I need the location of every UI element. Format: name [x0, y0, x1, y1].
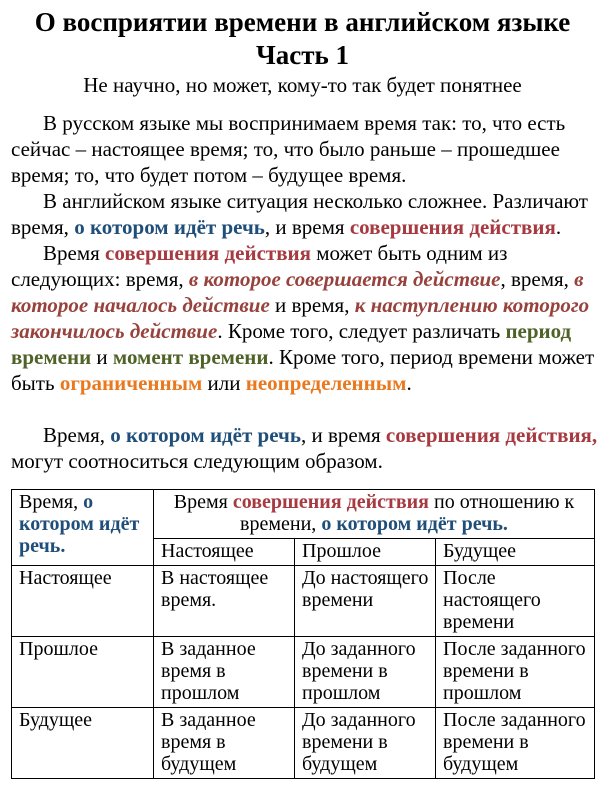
paragraph — [11, 110, 594, 188]
text-run: . — [406, 371, 412, 395]
paragraph-line — [11, 110, 594, 136]
text-run: . — [555, 215, 562, 239]
row-label: Настоящее — [12, 566, 154, 637]
text-run: могут соотноситься следующим образом. — [11, 449, 383, 473]
paragraph-line — [11, 240, 594, 266]
highlighted-text-run: совершения действия — [232, 491, 429, 513]
paragraph — [11, 422, 598, 474]
paragraph-line — [11, 266, 594, 292]
time-relation-table — [11, 489, 595, 779]
paragraph-line — [11, 370, 594, 396]
table-cell: До заданного времени в будущем — [295, 708, 436, 779]
text-run: время; то, что будет потом – будущее время. — [11, 163, 407, 187]
text-run: Время, — [19, 491, 84, 513]
highlighted-text-run: совершения действия — [105, 241, 312, 265]
text-run: сейчас – настоящее время; то, что было раньше – прошедшее — [11, 137, 560, 161]
highlighted-text-run: о котором идёт речь — [110, 423, 301, 447]
text-run: Время — [173, 491, 233, 513]
text-run: Время, — [43, 423, 111, 447]
text-run: и время, — [269, 293, 355, 317]
table-col-header-future: Будущее — [436, 539, 595, 566]
table-cell: После заданного времени в будущем — [436, 708, 595, 779]
highlighted-text-run: которое началось действие — [11, 293, 270, 317]
highlighted-text-run: о котором идёт речь. — [19, 491, 140, 557]
paragraph-line — [11, 448, 594, 474]
text-run: время, — [11, 215, 75, 239]
highlighted-text-run: к наступлению которого — [354, 293, 590, 317]
table-header-row-1 — [12, 490, 595, 539]
table-cell: В заданное время в будущем — [154, 708, 295, 779]
text-run: Время — [43, 241, 106, 265]
table-cell: После настоящего времени — [436, 566, 595, 637]
table-row — [12, 566, 595, 637]
paragraph-line — [11, 136, 594, 162]
table-col-header-present: Настоящее — [154, 539, 295, 566]
text-run: . Кроме того, следует различать — [217, 319, 506, 343]
highlighted-text-run: закончилось действие — [11, 319, 218, 343]
table-cell: До заданного времени в прошлом — [295, 637, 436, 708]
row-label: Прошлое — [12, 637, 154, 708]
document-subtitle: Не научно, но может, кому-то так будет понятнее — [83, 73, 522, 97]
highlighted-text-run: о котором идёт речь — [74, 215, 265, 239]
highlighted-text-run: совершения действия, — [385, 423, 598, 447]
paragraph-line — [11, 292, 594, 318]
highlighted-text-run: о котором идёт речь. — [321, 513, 508, 535]
text-run: В русском языке мы воспринимаем время так: то, что есть — [43, 111, 566, 135]
text-run: быть — [11, 371, 60, 395]
table-corner-cell — [12, 490, 154, 566]
highlighted-text-run: ограниченным — [59, 371, 203, 395]
text-run: может быть одним из — [311, 241, 508, 265]
table-col-header-past: Прошлое — [295, 539, 436, 566]
highlighted-text-run: период — [505, 319, 572, 343]
text-run: по отношению к времени, — [240, 491, 575, 535]
table-span-header-cell — [154, 490, 595, 539]
text-run: следующих: время, — [11, 267, 189, 291]
body-paragraphs — [11, 110, 598, 474]
paragraph-line — [11, 214, 594, 240]
paragraph-line — [11, 162, 594, 188]
paragraph — [11, 240, 594, 396]
text-run: В английском языке ситуация несколько сложнее. Различают — [43, 189, 588, 213]
document-part-title: Часть 1 — [255, 40, 350, 70]
paragraph-line — [11, 188, 594, 214]
text-run: или — [202, 371, 246, 395]
paragraph — [11, 188, 594, 240]
row-label: Будущее — [12, 708, 154, 779]
highlighted-text-run: в — [574, 267, 584, 291]
table-cell: В настоящее время. — [154, 566, 295, 637]
text-run: и — [91, 345, 113, 369]
highlighted-text-run: неопределенным — [245, 371, 407, 395]
table-cell: После заданного времени в прошлом — [436, 637, 595, 708]
paragraph-line — [11, 422, 598, 448]
text-run: . Кроме того, период времени может — [268, 345, 595, 369]
highlighted-text-run: времени — [11, 345, 92, 369]
table-cell: До настоящего времени — [295, 566, 436, 637]
table-row — [12, 708, 595, 779]
paragraph-line — [11, 344, 594, 370]
document-title: О восприятии времени в английском языке — [34, 7, 571, 37]
table-cell: В заданное время в прошлом — [154, 637, 295, 708]
highlighted-text-run: момент времени — [112, 345, 269, 369]
paragraph-line — [11, 318, 594, 344]
highlighted-text-run: совершения действия — [349, 215, 556, 239]
text-run: , время, — [500, 267, 575, 291]
text-run: , и время — [300, 423, 386, 447]
highlighted-text-run: в которое совершается действие — [188, 267, 501, 291]
text-run: , и время — [264, 215, 350, 239]
table-row — [12, 637, 595, 708]
